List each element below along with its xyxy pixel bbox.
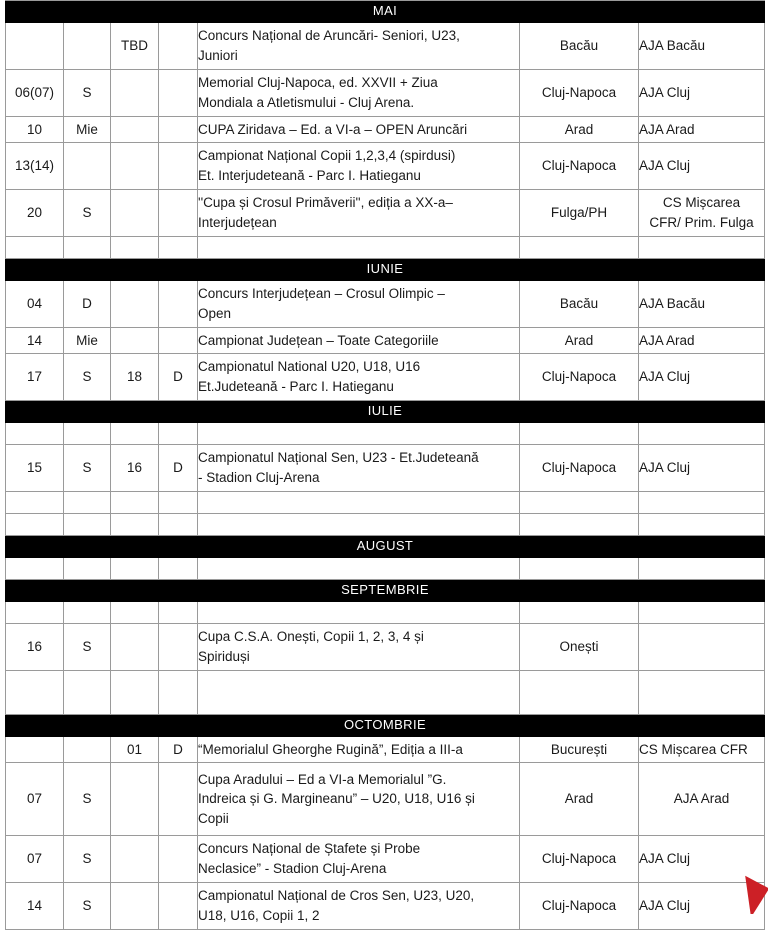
day2-cell	[111, 492, 159, 514]
day2-cell	[111, 70, 159, 117]
weekday2-cell	[159, 190, 198, 237]
weekday1-cell	[64, 143, 111, 190]
weekday2-cell	[159, 558, 198, 580]
weekday2-cell: D	[159, 354, 198, 401]
day2-cell	[111, 423, 159, 445]
day1-cell: 15	[6, 445, 64, 492]
day2-cell	[111, 836, 159, 883]
weekday1-cell	[64, 423, 111, 445]
event-name-cell: Campionat Național Copii 1,2,3,4 (spirdusi) Et. Interjudeteană - Parc I. Hatieganu	[198, 143, 520, 190]
day1-cell	[6, 423, 64, 445]
month-header-label: MAI	[6, 1, 765, 23]
weekday2-cell	[159, 117, 198, 143]
weekday1-cell: Mie	[64, 328, 111, 354]
month-header-row	[6, 401, 765, 423]
organizer-cell	[639, 492, 765, 514]
table-row	[6, 624, 765, 671]
organizer-cell: AJA Arad	[639, 763, 765, 836]
event-name-cell: Memorial Cluj-Napoca, ed. XXVII + Ziua Mondiala a Atletismului - Cluj Arena.	[198, 70, 520, 117]
table-row-blank	[6, 602, 765, 624]
day1-cell: 17	[6, 354, 64, 401]
weekday2-cell	[159, 423, 198, 445]
weekday2-cell	[159, 602, 198, 624]
event-cell	[198, 237, 520, 259]
day2-cell	[111, 671, 159, 715]
weekday1-cell	[64, 737, 111, 763]
organizer-cell	[639, 671, 765, 715]
day1-cell: 16	[6, 624, 64, 671]
table-row-blank	[6, 423, 765, 445]
day2-cell	[111, 883, 159, 930]
event-name-cell: CUPA Ziridava – Ed. a VI-a – OPEN Aruncări	[198, 117, 520, 143]
weekday1-cell: S	[64, 836, 111, 883]
table-row-blank	[6, 558, 765, 580]
day2-cell	[111, 763, 159, 836]
organizer-cell: AJA Bacău	[639, 23, 765, 70]
weekday2-cell	[159, 514, 198, 536]
event-name-cell: Cupa Aradului – Ed a VI-a Memorialul ”G. Indreica și G. Margineanu” – U20, U18, U16 și Copii	[198, 763, 520, 836]
event-name-cell: Campionatul Național de Cros Sen, U23, U20, U18, U16, Copii 1, 2	[198, 883, 520, 930]
day1-cell	[6, 558, 64, 580]
weekday2-cell	[159, 70, 198, 117]
event-name-cell: Concurs Național de Aruncări- Seniori, U23, Juniori	[198, 23, 520, 70]
weekday1-cell	[64, 237, 111, 259]
day2-cell	[111, 602, 159, 624]
month-header-label: AUGUST	[6, 536, 765, 558]
day1-cell: 13(14)	[6, 143, 64, 190]
day2-cell	[111, 237, 159, 259]
event-name-cell: Campionatul Național Sen, U23 - Et.Judeteană - Stadion Cluj-Arena	[198, 445, 520, 492]
weekday2-cell	[159, 624, 198, 671]
organizer-cell	[639, 558, 765, 580]
weekday2-cell	[159, 492, 198, 514]
table-row	[6, 354, 765, 401]
day1-cell: 20	[6, 190, 64, 237]
event-name-cell: Concurs Interjudețean – Crosul Olimpic – Open	[198, 281, 520, 328]
event-name-cell: Campionatul National U20, U18, U16 Et.Judeteană - Parc I. Hatieganu	[198, 354, 520, 401]
location-cell: Arad	[520, 117, 639, 143]
organizer-cell	[639, 624, 765, 671]
day1-cell	[6, 602, 64, 624]
organizer-cell	[639, 423, 765, 445]
organizer-cell: AJA Cluj	[639, 70, 765, 117]
location-cell: Fulga/PH	[520, 190, 639, 237]
weekday1-cell: D	[64, 281, 111, 328]
day2-cell	[111, 328, 159, 354]
event-cell	[198, 492, 520, 514]
event-cell	[198, 671, 520, 715]
day1-cell: 10	[6, 117, 64, 143]
table-row	[6, 763, 765, 836]
table-row	[6, 23, 765, 70]
day2-cell: 16	[111, 445, 159, 492]
weekday1-cell: S	[64, 445, 111, 492]
month-header-label: IULIE	[6, 401, 765, 423]
day2-cell: 18	[111, 354, 159, 401]
month-header-row	[6, 580, 765, 602]
location-cell	[520, 492, 639, 514]
month-header-row	[6, 536, 765, 558]
table-row-blank	[6, 237, 765, 259]
table-row	[6, 883, 765, 930]
day1-cell	[6, 514, 64, 536]
day1-cell	[6, 23, 64, 70]
event-name-cell: Campionat Județean – Toate Categoriile	[198, 328, 520, 354]
table-row	[6, 445, 765, 492]
weekday1-cell: S	[64, 624, 111, 671]
event-name-cell: “Memorialul Gheorghe Rugină”, Ediția a III-a	[198, 737, 520, 763]
weekday2-cell	[159, 763, 198, 836]
weekday1-cell	[64, 514, 111, 536]
weekday2-cell: D	[159, 737, 198, 763]
table-row-blank	[6, 671, 765, 715]
day2-cell	[111, 117, 159, 143]
table-row-blank	[6, 492, 765, 514]
location-cell	[520, 514, 639, 536]
weekday2-cell	[159, 671, 198, 715]
organizer-cell	[639, 514, 765, 536]
location-cell	[520, 237, 639, 259]
day2-cell	[111, 514, 159, 536]
event-cell	[198, 423, 520, 445]
day2-cell: TBD	[111, 23, 159, 70]
organizer-cell	[639, 602, 765, 624]
day1-cell	[6, 492, 64, 514]
weekday2-cell	[159, 23, 198, 70]
location-cell: Cluj-Napoca	[520, 70, 639, 117]
location-cell: Cluj-Napoca	[520, 445, 639, 492]
day1-cell: 07	[6, 763, 64, 836]
weekday1-cell	[64, 492, 111, 514]
location-cell: Arad	[520, 328, 639, 354]
day2-cell: 01	[111, 737, 159, 763]
month-header-label: IUNIE	[6, 259, 765, 281]
month-header-row	[6, 715, 765, 737]
weekday2-cell: D	[159, 445, 198, 492]
weekday2-cell	[159, 328, 198, 354]
weekday1-cell: Mie	[64, 117, 111, 143]
organizer-cell: AJA Cluj	[639, 354, 765, 401]
table-row	[6, 143, 765, 190]
location-cell: Cluj-Napoca	[520, 883, 639, 930]
organizer-cell: AJA Cluj	[639, 883, 765, 930]
day2-cell	[111, 190, 159, 237]
organizer-cell	[639, 237, 765, 259]
weekday2-cell	[159, 237, 198, 259]
day2-cell	[111, 143, 159, 190]
weekday1-cell: S	[64, 763, 111, 836]
organizer-cell: AJA Bacău	[639, 281, 765, 328]
weekday1-cell	[64, 558, 111, 580]
day1-cell: 14	[6, 883, 64, 930]
table-row	[6, 836, 765, 883]
weekday1-cell	[64, 671, 111, 715]
organizer-cell: AJA Cluj	[639, 445, 765, 492]
organizer-cell: CS Mișcarea CFR	[639, 737, 765, 763]
weekday1-cell: S	[64, 70, 111, 117]
weekday2-cell	[159, 143, 198, 190]
location-cell: Bacău	[520, 23, 639, 70]
event-cell	[198, 602, 520, 624]
day1-cell	[6, 737, 64, 763]
day1-cell: 04	[6, 281, 64, 328]
month-header-row	[6, 259, 765, 281]
table-row	[6, 70, 765, 117]
organizer-cell: AJA Arad	[639, 328, 765, 354]
weekday1-cell: S	[64, 190, 111, 237]
location-cell	[520, 423, 639, 445]
location-cell: Arad	[520, 763, 639, 836]
location-cell	[520, 671, 639, 715]
day1-cell: 06(07)	[6, 70, 64, 117]
event-cell	[198, 558, 520, 580]
weekday2-cell	[159, 281, 198, 328]
location-cell	[520, 602, 639, 624]
organizer-cell: CS Mișcarea CFR/ Prim. Fulga	[639, 190, 765, 237]
month-header-label: SEPTEMBRIE	[6, 580, 765, 602]
day1-cell	[6, 671, 64, 715]
month-header-row	[6, 1, 765, 23]
table-row-blank	[6, 514, 765, 536]
weekday1-cell	[64, 602, 111, 624]
table-row	[6, 328, 765, 354]
competition-calendar-table	[5, 0, 765, 930]
day2-cell	[111, 558, 159, 580]
table-row	[6, 190, 765, 237]
organizer-cell: AJA Arad	[639, 117, 765, 143]
day2-cell	[111, 281, 159, 328]
event-cell	[198, 514, 520, 536]
event-name-cell: Concurs Național de Ștafete și Probe Neclasice” - Stadion Cluj-Arena	[198, 836, 520, 883]
organizer-cell: AJA Cluj	[639, 143, 765, 190]
table-row	[6, 117, 765, 143]
day1-cell	[6, 237, 64, 259]
location-cell: Onești	[520, 624, 639, 671]
location-cell: Cluj-Napoca	[520, 836, 639, 883]
organizer-cell: AJA Cluj	[639, 836, 765, 883]
weekday2-cell	[159, 836, 198, 883]
location-cell: Bacău	[520, 281, 639, 328]
location-cell: București	[520, 737, 639, 763]
location-cell: Cluj-Napoca	[520, 354, 639, 401]
day2-cell	[111, 624, 159, 671]
day1-cell: 07	[6, 836, 64, 883]
table-row	[6, 737, 765, 763]
weekday2-cell	[159, 883, 198, 930]
month-header-label: OCTOMBRIE	[6, 715, 765, 737]
table-row	[6, 281, 765, 328]
day1-cell: 14	[6, 328, 64, 354]
weekday1-cell	[64, 23, 111, 70]
event-name-cell: ''Cupa și Crosul Primăverii'', ediția a XX-a– Interjudețean	[198, 190, 520, 237]
weekday1-cell: S	[64, 883, 111, 930]
location-cell	[520, 558, 639, 580]
weekday1-cell: S	[64, 354, 111, 401]
location-cell: Cluj-Napoca	[520, 143, 639, 190]
event-name-cell: Cupa C.S.A. Onești, Copii 1, 2, 3, 4 și Spiriduși	[198, 624, 520, 671]
